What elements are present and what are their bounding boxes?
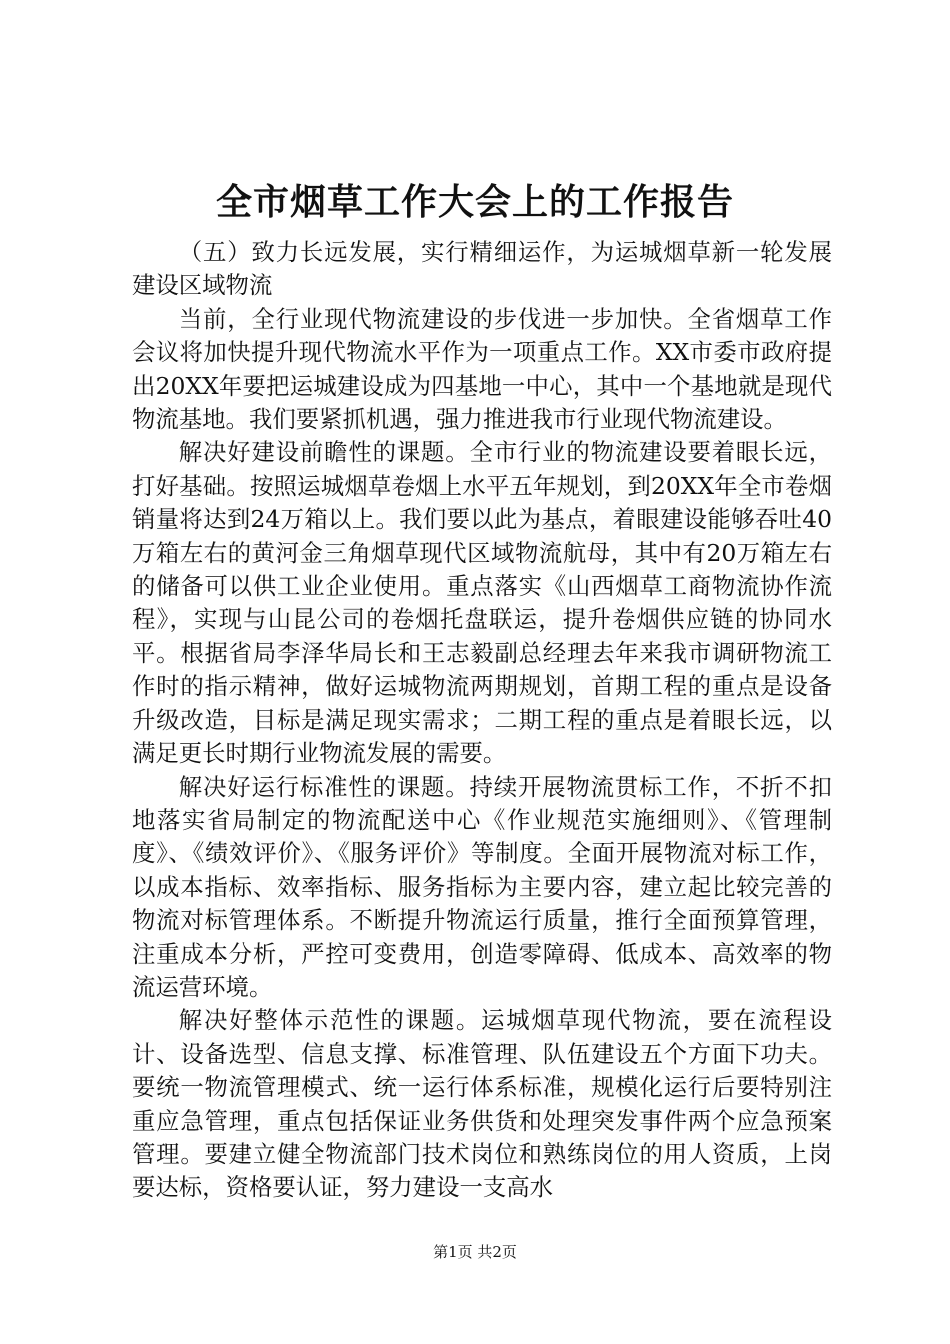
document-title: 全市烟草工作大会上的工作报告 xyxy=(215,181,734,223)
paragraph: 解决好建设前瞻性的课题。全市行业的物流建设要着眼长远，打好基础。按照运城烟草卷烟上水平五年规划，到20XX年全市卷烟销量将达到24万箱以上。我们要以此为基点，着眼建设能够吞吐40万箱左右的黄河金三角烟草现代区域物流航母，其中有20万箱左右的储备可以供工业企业使用。重点落实《山西烟草工商物流协作流程》，实现与山昆公司的卷烟托盘联运，提升卷烟供应链的协同水平。根据省局李泽华局长和王志毅副总经理去年来我市调研物流工作时的指示精神，做好运城物流两期规划，首期工程的重点是设备升级改造，目标是满足现实需求；二期工程的重点是着眼长远，以满足更长时期行业物流发展的需要。 xyxy=(132,438,832,768)
document-body xyxy=(132,236,832,1205)
page-footer: 第1页 共2页 xyxy=(433,1243,517,1261)
paragraph: 解决好整体示范性的课题。运城烟草现代物流，要在流程设计、设备选型、信息支撑、标准管理、队伍建设五个方面下功夫。要统一物流管理模式、统一运行体系标准，规模化运行后要特别注重应急管理，重点包括保证业务供货和处理突发事件两个应急预案管理。要建立健全物流部门技术岗位和熟练岗位的用人资质，上岗要达标，资格要认证，努力建设一支高水 xyxy=(132,1006,832,1202)
paragraph: 解决好运行标准性的课题。持续开展物流贯标工作，不折不扣地落实省局制定的物流配送中心《作业规范实施细则》、《管理制度》、《绩效评价》、《服务评价》等制度。全面开展物流对标工作，以成本指标、效率指标、服务指标为主要内容，建立起比较完善的物流对标管理体系。不断提升物流运行质量，推行全面预算管理，注重成本分析，严控可变费用，创造零障碍、低成本、高效率的物流运营环境。 xyxy=(132,772,832,1001)
paragraph-heading: （五）致力长远发展，实行精细运作，为运城烟草新一轮发展建设区域物流 xyxy=(132,238,832,300)
paragraph: 当前，全行业现代物流建设的步伐进一步加快。全省烟草工作会议将加快提升现代物流水平作为一项重点工作。XX市委市政府提出20XX年要把运城建设成为四基地一中心，其中一个基地就是现代物流基地。我们要紧抓机遇，强力推进我市行业现代物流建设。 xyxy=(132,304,832,434)
